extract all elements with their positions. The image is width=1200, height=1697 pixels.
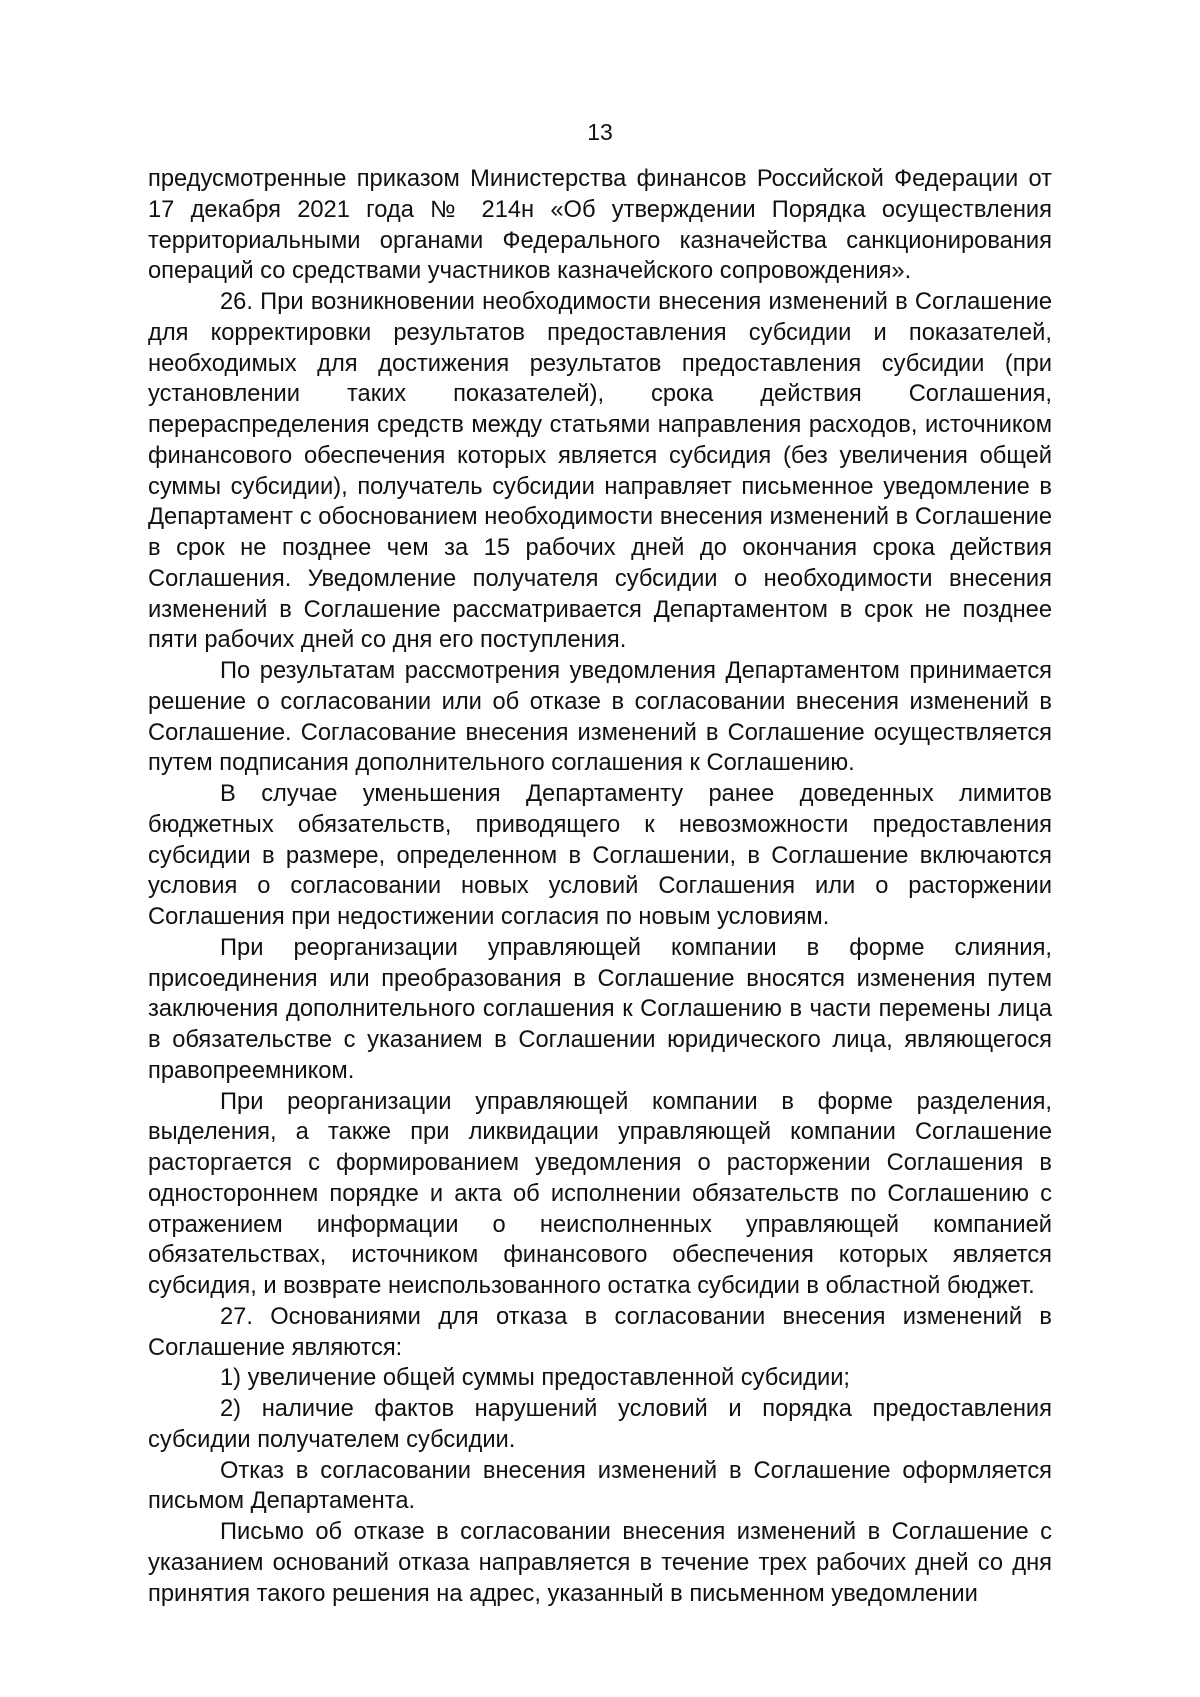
paragraph: Отказ в согласовании внесения изменений в Соглашение оформляется письмом Департамента. <box>148 1457 1052 1515</box>
paragraph: В случае уменьшения Департаменту ранее доведенных лимитов бюджетных обязательств, приводящего к невозможности предоставления субсидии в размере, определенном в Соглашении, в Соглашение включаются условия о согласовании новых условий Соглашения или о расторжении Соглашения при недостижении согласия по новым условиям. <box>148 781 1052 930</box>
paragraph: 1) увеличение общей суммы предоставленной субсидии; <box>220 1365 851 1392</box>
document-body <box>148 164 1052 1609</box>
paragraph: При реорганизации управляющей компании в форме разделения, выделения, а также при ликвидации управляющей компании Соглашение расторгается с формированием уведомления о расторжении Соглашения в одностороннем порядке и акта об исполнении обязательств по Соглашению с отражением информации о неисполненных управляющей компанией обязательствах, источником финансового обеспечения которых является субсидия, и возврате неиспользованного остатка субсидии в областной бюджет. <box>148 1088 1052 1299</box>
paragraph: По результатам рассмотрения уведомления Департаментом принимается решение о согласовании или об отказе в согласовании внесения изменений в Соглашение. Согласование внесения изменений в Соглашение осуществляется путем подписания дополнительного соглашения к Соглашению. <box>148 658 1052 777</box>
paragraph: 27. Основаниями для отказа в согласовании внесения изменений в Соглашение являются: <box>148 1303 1052 1361</box>
paragraph: 2) наличие фактов нарушений условий и порядка предоставления субсидии получателем субсидии. <box>148 1396 1052 1453</box>
paragraph: Письмо об отказе в согласовании внесения изменений в Соглашение с указанием оснований отказа направляется в течение трех рабочих дней со дня принятия такого решения на адрес, указанный в письменном уведомлении <box>148 1519 1052 1607</box>
paragraph: предусмотренные приказом Министерства финансов Российской Федерации от 17 декабря 2021 года № 214н «Об утверждении Порядка осуществления территориальными органами Федерального казначейства санкционирования операций со средствами участников казначейского сопровождения». <box>148 166 1052 285</box>
paragraph: 26. При возникновении необходимости внесения изменений в Соглашение для корректировки результатов предоставления субсидии и показателей, необходимых для достижения результатов предоставления субсидии (при установлении таких показателей), срока действия Соглашения, перераспределения средств между статьями направления расходов, источником финансового обеспечения которых является субсидия (без увеличения общей суммы субсидии), получатель субсидии направляет письменное уведомление в Департамент с обоснованием необходимости внесения изменений в Соглашение в срок не позднее чем за 15 рабочих дней до окончания срока действия Соглашения. Уведомление получателя субсидии о необходимости внесения изменений в Соглашение рассматривается Департаментом в срок не позднее пяти рабочих дней со дня его поступления. <box>148 289 1052 654</box>
page-number: 13 <box>587 119 613 145</box>
paragraph: При реорганизации управляющей компании в форме слияния, присоединения или преобразования в Соглашение вносятся изменения путем заключения дополнительного соглашения к Соглашению в части перемены лица в обязательстве с указанием в Соглашении юридического лица, являющегося правопреемником. <box>148 934 1052 1084</box>
